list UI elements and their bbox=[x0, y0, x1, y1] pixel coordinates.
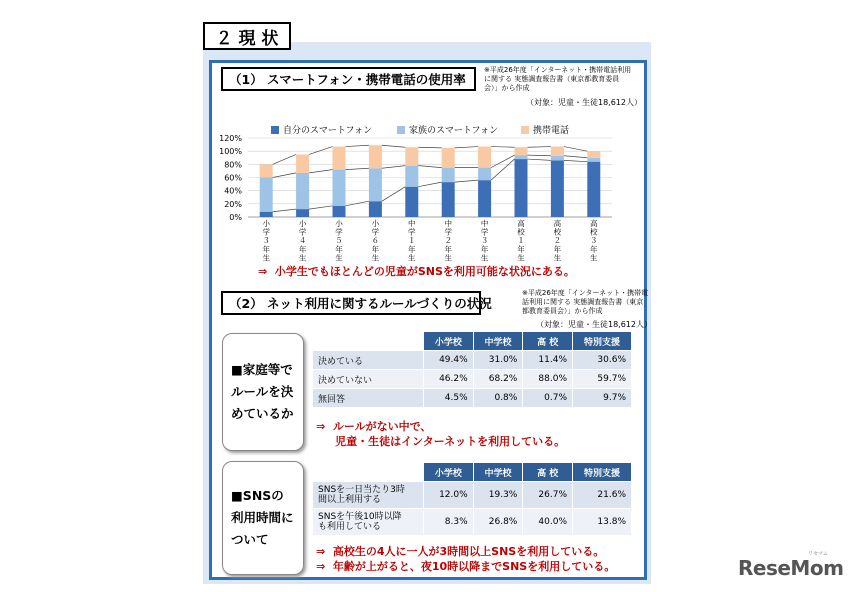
x-tick-label: 年 bbox=[480, 244, 489, 254]
bar-segment bbox=[551, 156, 564, 161]
bar-segment bbox=[551, 147, 564, 156]
table-corner bbox=[313, 463, 424, 482]
rules-table bbox=[312, 331, 632, 408]
x-tick-label: １ bbox=[408, 236, 416, 246]
row-label: SNSを一日当たり3時 間以上利用する bbox=[313, 482, 424, 509]
x-tick-label: 学 bbox=[480, 227, 489, 237]
x-tick-label: 生 bbox=[553, 253, 562, 263]
bar-segment bbox=[551, 160, 564, 217]
bar-segment bbox=[333, 206, 346, 217]
sns-note-high-school: ⇒ 高校生の4人に一人が3時間以上SNSを利用している。 bbox=[316, 545, 605, 558]
row-label: 無回答 bbox=[313, 389, 424, 408]
cell-value: 30.6% bbox=[573, 351, 632, 370]
x-tick-label: 小 bbox=[371, 219, 380, 228]
x-tick-label: 学 bbox=[298, 227, 307, 237]
bar-segment bbox=[260, 178, 273, 212]
cell-value: 31.0% bbox=[473, 351, 523, 370]
x-tick-label: 中 bbox=[408, 219, 416, 228]
cell-value: 12.0% bbox=[424, 482, 474, 509]
bar-segment bbox=[296, 154, 309, 172]
bar-segment bbox=[478, 168, 491, 181]
section1-conclusion: ⇒ 小学生でもほとんどの児童がSNSを利用可能な状況にある。 bbox=[258, 265, 575, 278]
section1-source: ※平成26年度「インターネット・携帯電話利用 に関する 実態調査報告書（東京都教育委員 会）」から作成 bbox=[484, 66, 632, 92]
y-tick-label: 60% bbox=[224, 173, 242, 183]
cell-value: 0.8% bbox=[473, 389, 523, 408]
x-tick-label: 小 bbox=[298, 219, 307, 228]
x-tick-label: 高 bbox=[590, 219, 598, 228]
cell-value: 9.7% bbox=[573, 389, 632, 408]
x-tick-label: 年 bbox=[590, 244, 598, 254]
table-corner bbox=[313, 332, 424, 351]
x-tick-label: 校 bbox=[590, 227, 598, 237]
section2-title: （2） ネット利用に関するルールづくりの状況 bbox=[221, 291, 481, 315]
table-row bbox=[313, 351, 632, 370]
bar-segment bbox=[442, 148, 455, 168]
bar-segment bbox=[296, 209, 309, 217]
legend-label: 携帯電話 bbox=[533, 126, 570, 136]
section2-target: （対象：児童・生徒18,612人） bbox=[536, 320, 652, 329]
y-tick-label: 80% bbox=[224, 160, 242, 170]
x-tick-label: 年 bbox=[298, 244, 307, 254]
bar-segment bbox=[442, 182, 455, 217]
resemom-logo: ReseMom bbox=[738, 556, 844, 580]
sns-time-question-box: ■SNSの 利用時間に ついて bbox=[222, 461, 304, 575]
x-tick-label: ３ bbox=[590, 236, 598, 246]
bar-segment bbox=[333, 170, 346, 206]
x-tick-label: 学 bbox=[262, 227, 270, 237]
x-tick-label: 年 bbox=[553, 244, 562, 254]
x-tick-label: 生 bbox=[517, 253, 525, 263]
bar-segment bbox=[369, 145, 382, 168]
col-header-high-school: 高 校 bbox=[523, 463, 573, 482]
x-tick-label: ５ bbox=[335, 236, 343, 246]
x-tick-label: ２ bbox=[553, 236, 562, 246]
cell-value: 46.2% bbox=[424, 370, 474, 389]
y-tick-label: 40% bbox=[224, 186, 242, 196]
x-tick-label: 生 bbox=[262, 253, 270, 263]
col-header-elementary: 小学校 bbox=[424, 463, 474, 482]
x-tick-label: 年 bbox=[444, 244, 452, 254]
x-tick-label: 生 bbox=[298, 253, 307, 263]
table-header-row bbox=[313, 332, 632, 351]
x-tick-label: 年 bbox=[408, 244, 416, 254]
y-tick-label: 120% bbox=[219, 134, 242, 143]
cell-value: 49.4% bbox=[424, 351, 474, 370]
cell-value: 0.7% bbox=[523, 389, 573, 408]
x-tick-label: 高 bbox=[517, 219, 525, 228]
bar-segment bbox=[442, 168, 455, 182]
x-tick-label: 中 bbox=[480, 219, 489, 228]
x-tick-label: 高 bbox=[553, 219, 562, 228]
section1-title: （1） スマートフォン・携帯電話の使用率 bbox=[221, 67, 476, 91]
x-tick-label: 小 bbox=[335, 219, 343, 228]
col-header-junior-high: 中学校 bbox=[473, 463, 523, 482]
bar-segment bbox=[405, 187, 418, 217]
y-tick-label: 20% bbox=[224, 199, 242, 209]
legend-label: 家族のスマートフォン bbox=[409, 126, 499, 136]
cell-value: 40.0% bbox=[523, 509, 573, 536]
table-header-row bbox=[313, 463, 632, 482]
x-tick-label: 生 bbox=[590, 253, 598, 263]
bar-segment bbox=[515, 147, 528, 155]
col-header-elementary: 小学校 bbox=[424, 332, 474, 351]
table-row bbox=[313, 389, 632, 408]
table-row bbox=[313, 509, 632, 536]
x-tick-label: ４ bbox=[298, 236, 307, 246]
bar-segment bbox=[260, 212, 273, 217]
bar-segment bbox=[333, 147, 346, 170]
x-tick-label: 年 bbox=[335, 244, 343, 254]
row-label: 決めていない bbox=[313, 370, 424, 389]
x-tick-label: 学 bbox=[408, 227, 416, 237]
bar-segment bbox=[587, 151, 600, 158]
bar-segment bbox=[515, 155, 528, 159]
x-tick-label: 年 bbox=[371, 244, 380, 254]
x-tick-label: 学 bbox=[444, 227, 452, 237]
section1-target: （対象：児童・生徒18,612人） bbox=[526, 98, 642, 107]
x-tick-label: ３ bbox=[262, 236, 270, 246]
section-heading: ２ 現 状 bbox=[203, 22, 291, 50]
sns-time-table bbox=[312, 462, 632, 536]
x-tick-label: 校 bbox=[517, 227, 525, 237]
x-tick-label: 年 bbox=[517, 244, 525, 254]
x-tick-label: 生 bbox=[444, 253, 452, 263]
bar-segment bbox=[260, 164, 273, 177]
bar-segment bbox=[405, 166, 418, 187]
y-tick-label: 100% bbox=[219, 147, 242, 157]
table-row bbox=[313, 370, 632, 389]
bar-segment bbox=[478, 147, 491, 168]
x-tick-label: 中 bbox=[444, 219, 452, 228]
bar-segment bbox=[369, 168, 382, 201]
bar-segment bbox=[369, 201, 382, 217]
bar-segment bbox=[478, 180, 491, 217]
x-tick-label: ２ bbox=[444, 236, 452, 246]
cell-value: 13.8% bbox=[573, 509, 632, 536]
col-header-special-support: 特別支援 bbox=[573, 463, 632, 482]
bar-segment bbox=[296, 173, 309, 209]
row-label: 決めている bbox=[313, 351, 424, 370]
cell-value: 19.3% bbox=[473, 482, 523, 509]
bar-segment bbox=[587, 158, 600, 162]
rules-question-box: ■家庭等で ルールを決 めているか bbox=[222, 333, 304, 451]
cell-value: 26.8% bbox=[473, 509, 523, 536]
cell-value: 21.6% bbox=[573, 482, 632, 509]
sns-note-age: ⇒ 年齢が上がると、夜10時以降までSNSを利用している。 bbox=[316, 560, 616, 573]
bar-segment bbox=[515, 159, 528, 217]
col-header-high-school: 高 校 bbox=[523, 332, 573, 351]
x-tick-label: ６ bbox=[371, 236, 380, 246]
x-tick-label: 学 bbox=[371, 227, 380, 237]
row-label: SNSを午後10時以降 も利用している bbox=[313, 509, 424, 536]
x-tick-label: 小 bbox=[262, 219, 270, 228]
legend-label: 自分のスマートフォン bbox=[283, 126, 373, 136]
cell-value: 26.7% bbox=[523, 482, 573, 509]
cell-value: 11.4% bbox=[523, 351, 573, 370]
cell-value: 88.0% bbox=[523, 370, 573, 389]
col-header-junior-high: 中学校 bbox=[473, 332, 523, 351]
table-row bbox=[313, 482, 632, 509]
x-tick-label: １ bbox=[517, 236, 525, 246]
y-tick-label: 0% bbox=[229, 213, 242, 222]
x-tick-label: 生 bbox=[480, 253, 489, 263]
x-tick-label: 生 bbox=[371, 253, 380, 263]
resemom-logo-kana: リセマム bbox=[808, 551, 828, 557]
x-tick-label: ３ bbox=[480, 236, 489, 246]
rules-note: ⇒ ルールがない中で、 児童・生徒はインターネットを利用している。 bbox=[316, 420, 566, 448]
bar-segment bbox=[587, 162, 600, 217]
cell-value: 4.5% bbox=[424, 389, 474, 408]
x-tick-label: 年 bbox=[262, 244, 270, 254]
cell-value: 8.3% bbox=[424, 509, 474, 536]
x-tick-label: 学 bbox=[335, 227, 343, 237]
bar-segment bbox=[405, 147, 418, 165]
cell-value: 59.7% bbox=[573, 370, 632, 389]
section2-source: ※平成26年度「インターネット・携帯電 話利用に関する 実態調査報告書（東京 都教育委員会）」から作成 bbox=[522, 289, 649, 315]
cell-value: 68.2% bbox=[473, 370, 523, 389]
x-tick-label: 生 bbox=[408, 253, 416, 263]
col-header-special-support: 特別支援 bbox=[573, 332, 632, 351]
x-tick-label: 校 bbox=[553, 227, 562, 237]
x-tick-label: 生 bbox=[335, 253, 343, 263]
